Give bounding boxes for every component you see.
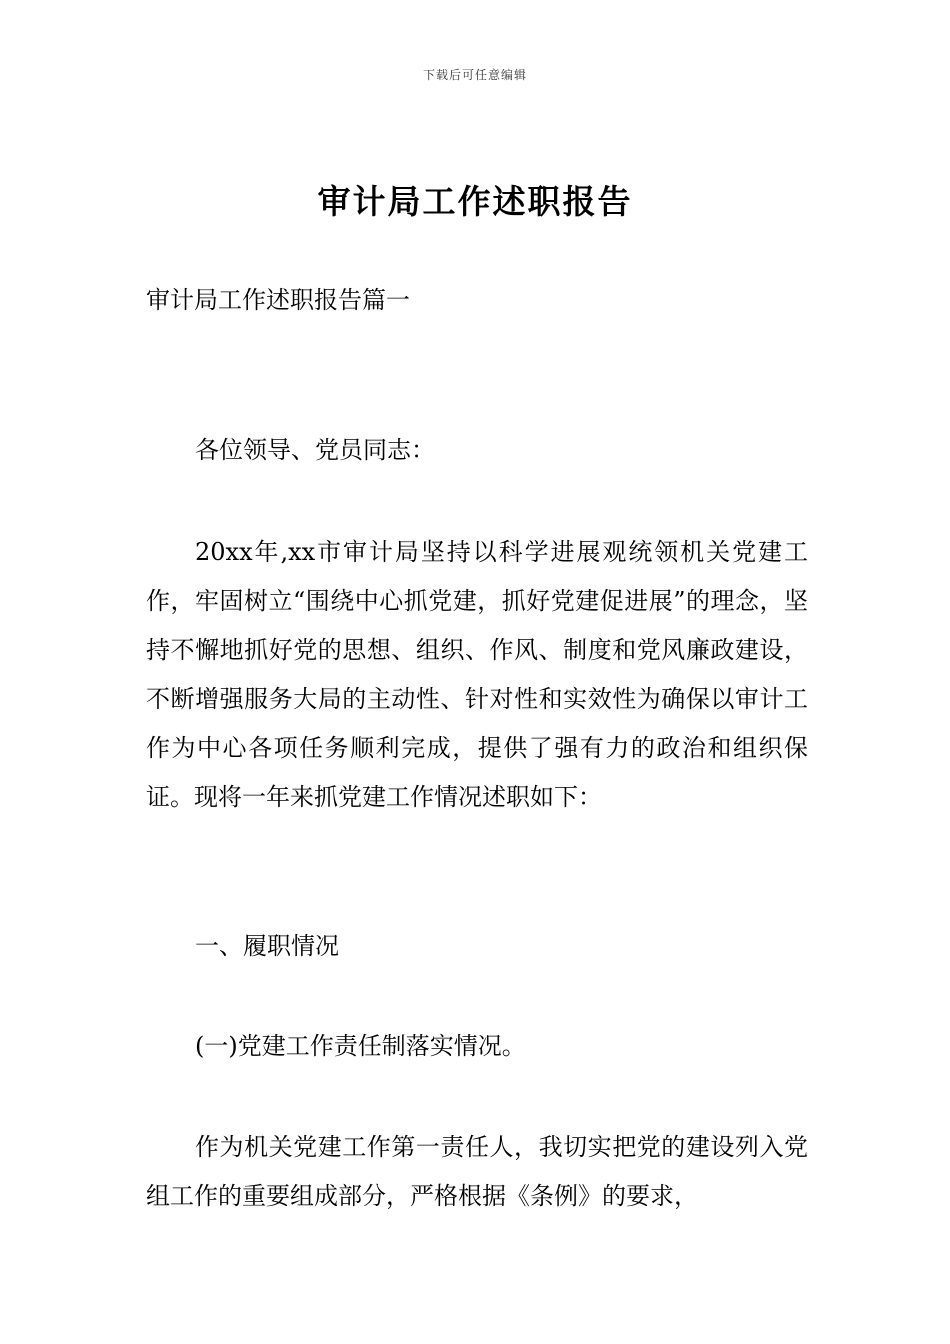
header-note: 下载后可任意编辑	[422, 68, 527, 82]
subsection-heading-1: (一)党建工作责任制落实情况。	[195, 1032, 526, 1060]
document-subtitle: 审计局工作述职报告篇一	[146, 286, 410, 314]
paragraph-intro: 20xx年,xx市审计局坚持以科学进展观统领机关党建工作，牢固树立“围绕中心抓党建，抓好党建促进展”的理念，坚持不懈地抓好党的思想、组织、作风、制度和党风廉政建设，不断增强服务大局的主动性、针对性和实效性为确保以审计工作为中心各项任务顺利完成，提供了强有力的政治和组织保证。现将一年来抓党建工作情况述职如下：	[146, 538, 808, 811]
greeting: 各位领导、党员同志：	[195, 436, 435, 464]
section-heading-1: 一、履职情况	[195, 932, 339, 960]
document-title: 审计局工作述职报告	[317, 182, 633, 221]
paragraph-responsibility: 作为机关党建工作第一责任人，我切实把党的建设列入党组工作的重要组成部分，严格根据《条例》的要求，	[146, 1133, 808, 1210]
